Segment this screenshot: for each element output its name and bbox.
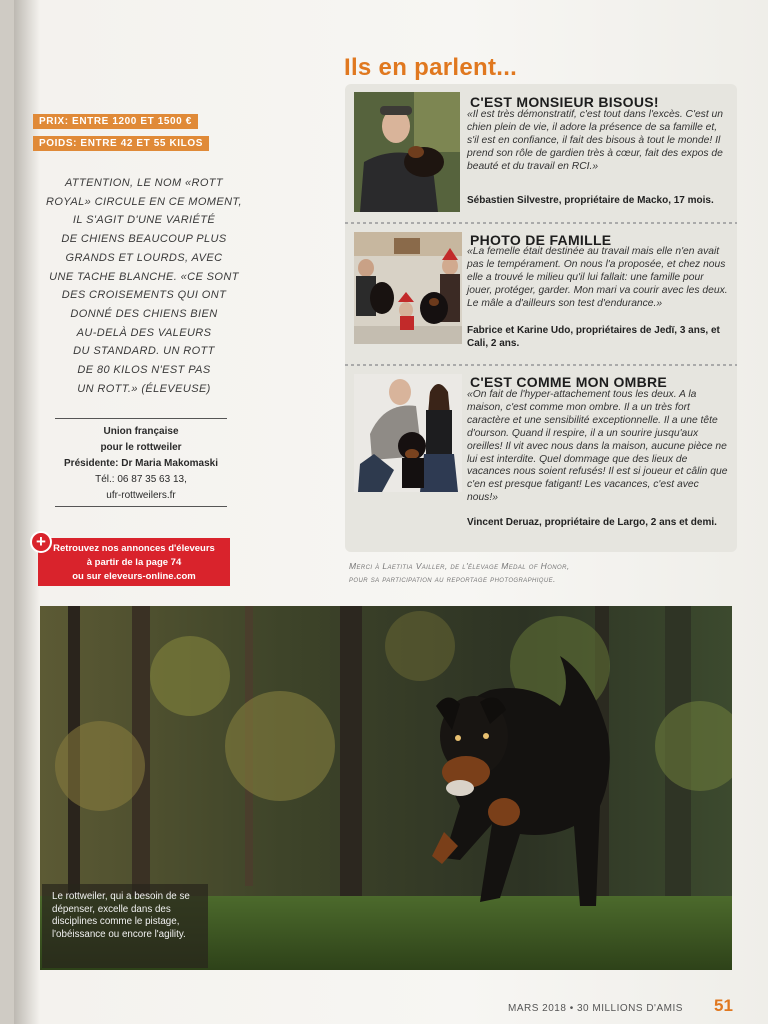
owner-photo-deruaz: [354, 374, 462, 492]
owner-photo-deruaz-art: [354, 374, 462, 492]
quote-line: DE CHIENS BEAUCOUP PLUS: [61, 233, 227, 246]
club-phone: Tél.: 06 87 35 63 13,: [95, 474, 187, 485]
weight-tag: POIDS: ENTRE 42 ET 55 KILOS: [33, 136, 209, 151]
promo-line1: Retrouvez nos annonces d'éleveurs: [53, 543, 215, 554]
quote-line: DE 80 KILOS N'EST PAS: [77, 364, 211, 377]
section-title: C'EST MONSIEUR BISOUS!: [470, 94, 659, 110]
section-signature: Fabrice et Karine Udo, propriétaires de Jedï, 3 ans, et Cali, 2 ans.: [467, 325, 720, 349]
photo-credit: [349, 560, 649, 585]
breeder-ads-promo: [38, 538, 230, 586]
club-name-line1: Union française: [103, 426, 179, 437]
quote-line: DES CROISEMENTS QUI ONT: [61, 289, 227, 302]
club-website: ufr-rottweilers.fr: [106, 490, 176, 501]
divider-top: [55, 418, 227, 419]
page-number: 51: [714, 996, 733, 1015]
section-signature: Sébastien Silvestre, propriétaire de Macko, 17 mois.: [467, 195, 714, 206]
quote-line: IL S'AGIT D'UNE VARIÉTÉ: [72, 214, 216, 227]
owner-photo-udo-family-art: [354, 232, 462, 344]
section-body: «Il est très démonstratif, c'est tout dans l'excès. C'est un chien plein de vie, il adore la présence de sa famille et, s'il est en confiance, il fait des bisous à tout le monde! Il prend son rôle de gardien très à cœur, fait des expos de beauté et du travail en RCI.»: [467, 109, 723, 172]
owner-photo-sebastien: [354, 92, 460, 212]
divider-bottom: [55, 506, 227, 507]
club-president: Présidente: Dr Maria Makomaski: [64, 458, 218, 469]
owner-photo-sebastien-art: [354, 92, 460, 212]
plus-icon: +: [30, 531, 52, 553]
quote-line: UNE TACHE BLANCHE. «CE SONT: [49, 270, 239, 283]
section-title: C'EST COMME MON OMBRE: [470, 374, 668, 390]
credit-line1: Merci à Laetitia Vailler, de l'élevage Medal of Honor,: [349, 561, 570, 571]
quote-line: DU STANDARD. UN ROTT: [73, 345, 215, 358]
promo-line3: ou sur eleveurs-online.com: [72, 571, 196, 582]
credit-line2: pour sa participation au reportage photographique.: [349, 573, 556, 584]
photo-caption: Le rottweiler, qui a besoin de se dépenser, excelle dans des disciplines comme le pistage, l'obéissance ou encore l'agility.: [42, 884, 208, 968]
perforated-divider: [345, 364, 737, 366]
price-tag: PRIX: ENTRE 1200 ET 1500 €: [33, 114, 198, 129]
owner-photo-udo-family: [354, 232, 462, 344]
club-name-line2: pour le rottweiler: [100, 442, 182, 453]
section-body: «On fait de l'hyper-attachement tous les deux. A la maison, c'est comme mon ombre. Il a un très fort caractère et une sensibilité exceptionnelle. Il a une tête d'ourson. Quand il respire, il a un sourire jusqu'aux oreilles! Il vit avec nous dans la maison, aucune pièce ne lui est interdite. Quel dommage que des lieux de vacances nous soient refusés! Il est si joueur et câlin que c'en est presque fatigant! Les vacances, c'est avec nous!»: [467, 389, 728, 504]
quote-line: GRANDS ET LOURDS, AVEC: [65, 251, 223, 264]
quote-line: ROYAL» CIRCULE EN CE MOMENT,: [46, 195, 243, 208]
promo-line2: à partir de la page 74: [86, 557, 182, 568]
quote-line: ATTENTION, LE NOM «ROTT: [64, 177, 224, 189]
quote-line: UN ROTT.» (ÉLEVEUSE): [77, 382, 211, 395]
issue-footer: MARS 2018 • 30 MILLIONS D'AMIS: [508, 1003, 683, 1014]
section-title: PHOTO DE FAMILLE: [470, 232, 612, 248]
section-heading: Ils en parlent...: [344, 54, 518, 81]
quote-line: AU-DELÀ DES VALEURS: [76, 326, 212, 339]
section-signature: Vincent Deruaz, propriétaire de Largo, 2 ans et demi.: [467, 517, 717, 528]
perforated-divider: [345, 222, 737, 224]
section-body: «La femelle était destinée au travail mais elle n'en avait pas le tempérament. On nous l'a proposée, et chez nous elle a trouvé le milieu qu'il lui fallait: une famille pour jouer, protéger, garder. Mon mari va courir avec les deux. Le mâle a d'ailleurs son test d'endurance.»: [467, 246, 728, 309]
breed-warning-quote: [46, 174, 242, 398]
quote-line: DONNÉ DES CHIENS BIEN: [70, 307, 218, 320]
breed-club-info: [55, 424, 227, 504]
